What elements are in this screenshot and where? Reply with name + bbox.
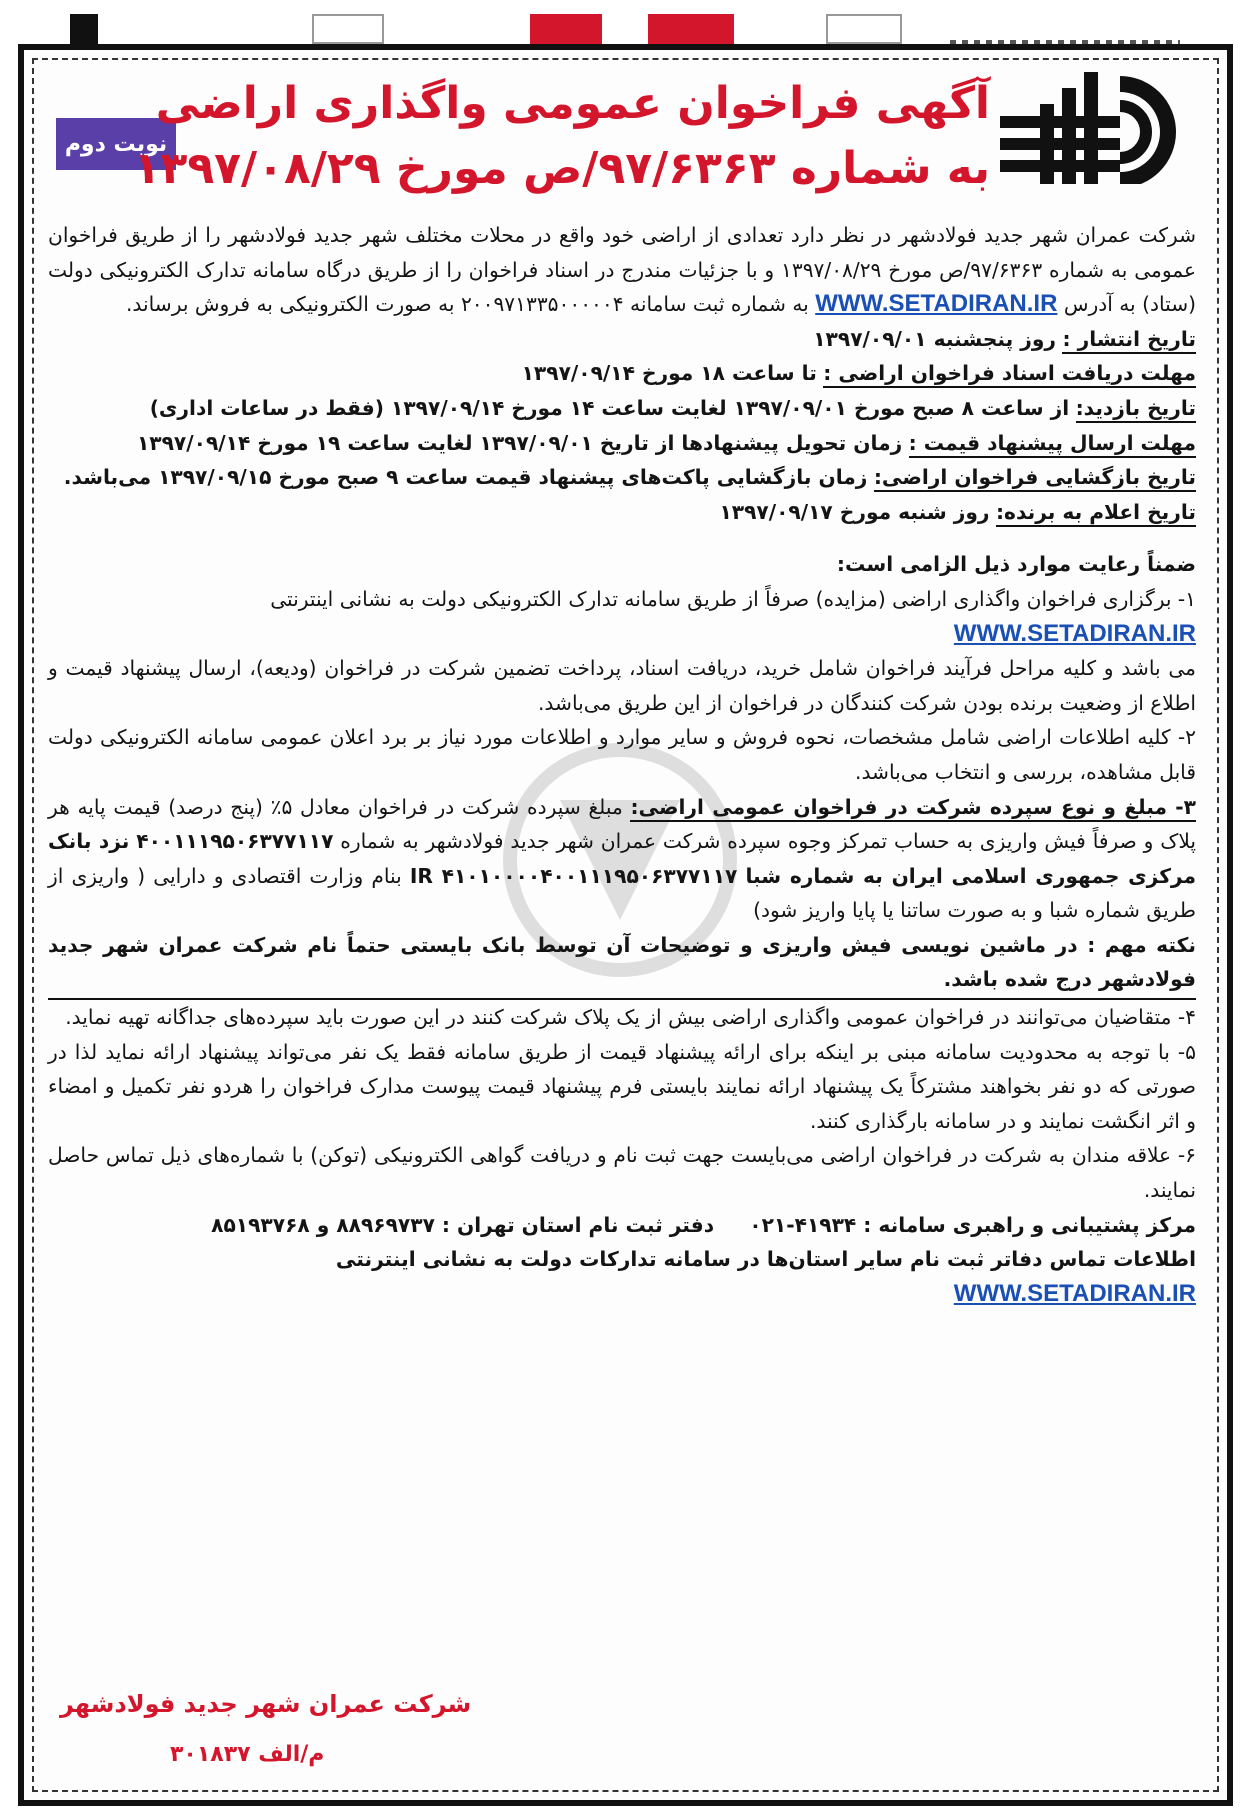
note-item-6: ۶- علاقه مندان به شرکت در فراخوان اراضی می‌بایست جهت ثبت نام و دریافت گواهی الکترونیکی (توکن) با شماره‌های ذیل تماس حاصل نمایند.: [48, 1143, 1196, 1203]
note-1-link-row: [48, 617, 1196, 652]
setad-link[interactable]: WWW.SETADIRAN.IR: [953, 1279, 1196, 1307]
note-1-continued: می باشد و کلیه مراحل فرآیند فراخوان شامل خرید، دریافت اسناد، پرداخت تضمین شرکت در فراخوان (ودیعه)، ارسال پیشنهاد قیمت و اطلاع از وضعیت برنده بودن شرکت کنندگان در فراخوان از این طریق می‌باشد.: [48, 656, 1196, 715]
docs-deadline: [48, 356, 1196, 391]
round-badge: نوبت دوم: [56, 118, 176, 170]
visit-label: تاریخ بازدید:: [1076, 396, 1196, 423]
title-line-1: آگهی فراخوان عمومی واگذاری اراضی: [155, 78, 990, 129]
support-phone: مرکز پشتیبانی و راهبری سامانه : ۴۱۹۳۴-۰۲۱: [749, 1212, 1196, 1237]
note-3-text: مبلغ سپرده شرکت در فراخوان معادل ۵٪ (پنج درصد) قیمت پایه هر پلاک و صرفاً فیش واریزی به حساب تمرکز وجوه سپرده شرکت عمران شهر جدید فولادشهر به شماره: [48, 794, 1196, 854]
strip-block: [826, 14, 902, 44]
docs-label: مهلت دریافت اسناد فراخوان اراضی :: [823, 361, 1196, 388]
note-item-3: [48, 790, 1196, 928]
note-3-label: ۳- مبلغ و نوع سپرده شرکت در فراخوان عمومی اراضی:: [630, 795, 1196, 822]
note-item-4: ۴- متقاضیان می‌توانند در فراخوان عمومی واگذاری اراضی بیش از یک پلاک شرکت کنند در این صورت باید سپرده‌های جداگانه تهیه نماید.: [65, 1005, 1196, 1030]
note-item-2: ۲- کلیه اطلاعات اراضی شامل مشخصات، نحوه فروش و سایر موارد و اطلاعات مورد نیاز بر برد اعلان عمومی سامانه الکترونیکی دولت قابل مشاهده، بررسی و انتخاب می‌باشد.: [48, 725, 1196, 784]
strip-block: [530, 14, 602, 44]
docs-value: تا ساعت ۱۸ مورخ ۱۳۹۷/۰۹/۱۴: [521, 361, 817, 386]
company-signature: شرکت عمران شهر جدید فولادشهر: [60, 1690, 472, 1718]
setad-link[interactable]: WWW.SETADIRAN.IR: [953, 619, 1196, 647]
strip-block: [70, 14, 98, 44]
ad-title: [133, 72, 990, 202]
intro-paragraph: [48, 218, 1196, 322]
offer-label: مهلت ارسال پیشنهاد قیمت :: [909, 431, 1196, 458]
strip-block: [312, 14, 384, 44]
offer-value: زمان تحویل پیشنهادها از تاریخ ۱۳۹۷/۰۹/۰۱ لغایت ساعت ۱۹ مورخ ۱۳۹۷/۰۹/۱۴: [136, 430, 903, 455]
intro-text-after: به شماره ثبت سامانه ۲۰۰۹۷۱۳۳۵۰۰۰۰۰۴ به صورت الکترونیکی به فروش برساند.: [126, 292, 809, 317]
opening-date: [48, 460, 1196, 495]
visit-date: [48, 391, 1196, 426]
winner-date: [48, 495, 1196, 530]
tehran-phone: دفتر ثبت نام استان تهران : ۸۸۹۶۹۷۳۷ و ۸۵۱۹۳۷۶۸: [211, 1212, 715, 1237]
spacer: [48, 529, 1196, 547]
contact-phones: [48, 1208, 1196, 1243]
offer-deadline: [48, 426, 1196, 461]
top-decorative-strip: [0, 0, 1251, 44]
account-number: ۴۰۰۱۱۱۹۵۰۶۳۷۷۱۱۷: [136, 829, 334, 854]
publish-value: روز پنجشنبه ۱۳۹۷/۰۹/۰۱: [813, 326, 1057, 351]
note-item-1: [48, 582, 1196, 617]
company-logo-icon: [1000, 64, 1210, 184]
publish-date: [48, 322, 1196, 357]
publish-label: تاریخ انتشار :: [1062, 327, 1196, 354]
opening-label: تاریخ بازگشایی فراخوان اراضی:: [874, 465, 1196, 492]
winner-label: تاریخ اعلام به برنده:: [996, 500, 1196, 527]
notes-heading: ضمناً رعایت موارد ذیل الزامی است:: [836, 552, 1196, 577]
bank-name: نزد بانک مرکزی جمهوری اسلامی ایران به شماره شبا: [48, 829, 1196, 888]
intro-text: شرکت عمران شهر جدید فولادشهر در نظر دارد تعدادی از اراضی خود واقع در محلات مختلف شهر جدید فولادشهر را از طریق فراخوان عمومی به شماره ۹۷/۶۳۶۳/ص مورخ ۱۳۹۷/۰۸/۲۹ و با جزئیات مندرج در اسناد فراخوان را از طریق درگاه سامانه تدارک الکترونیکی دولت (ستاد) به آدرس: [48, 223, 1196, 317]
note-1-text: ۱- برگزاری فراخوان واگذاری اراضی (مزایده) صرفاً از طریق سامانه تدارک الکترونیکی دولت به نشانی اینترنتی: [270, 586, 1196, 611]
title-line-2: به شماره ۹۷/۶۳۶۳/ص مورخ ۱۳۹۷/۰۸/۲۹: [133, 143, 990, 194]
setad-link[interactable]: WWW.SETADIRAN.IR: [815, 290, 1058, 318]
strip-block: [648, 14, 734, 44]
important-note: نکته مهم : در ماشین نویسی فیش واریزی و توضیحات آن توسط بانک بایستی حتماً نام شرکت عمران شهر جدید فولادشهر درج شده باشد.: [48, 928, 1196, 1000]
ad-body: [48, 218, 1196, 1311]
sheba-number: IR ۴۱۰۱۰۰۰۰۴۰۰۱۱۱۹۵۰۶۳۷۷۱۱۷: [409, 863, 738, 888]
opening-value: زمان بازگشایی پاکت‌های پیشنهاد قیمت ساعت ۹ صبح مورخ ۱۳۹۷/۰۹/۱۵ می‌باشد.: [63, 465, 868, 490]
visit-value: از ساعت ۸ صبح مورخ ۱۳۹۷/۰۹/۰۱ لغایت ساعت ۱۴ مورخ ۱۳۹۷/۰۹/۱۴ (فقط در ساعات اداری): [149, 395, 1070, 420]
other-provinces: اطلاعات تماس دفاتر ثبت نام سایر استان‌ها در سامانه تدارکات دولت به نشانی اینترنتی: [335, 1247, 1196, 1272]
contact-link-row: [48, 1277, 1196, 1312]
note-item-5: ۵- با توجه به محدودیت سامانه مبنی بر اینکه برای ارائه پیشنهاد قیمت از طریق سامانه فقط یک نفر می‌تواند پیشنهاد ارائه نماید لذا در صورتی که دو نفر بخواهند مشترکاً یک پیشنهاد ارائه نمایند بایستی فرم پیشنهاد قیمت پیوست مدارک فراخوان را هردو نفر تکمیل و امضاء و اثر انگشت نمایند و در سامانه بارگذاری کنند.: [48, 1039, 1196, 1133]
winner-value: روز شنبه مورخ ۱۳۹۷/۰۹/۱۷: [719, 499, 990, 524]
note-3-end: بنام وزارت اقتصادی و دارایی ( واریزی از طریق شماره شبا و به صورت ساتنا یا پایا واریز شود): [48, 863, 1196, 923]
reference-number: م/الف ۳۰۱۸۳۷: [170, 1742, 325, 1767]
